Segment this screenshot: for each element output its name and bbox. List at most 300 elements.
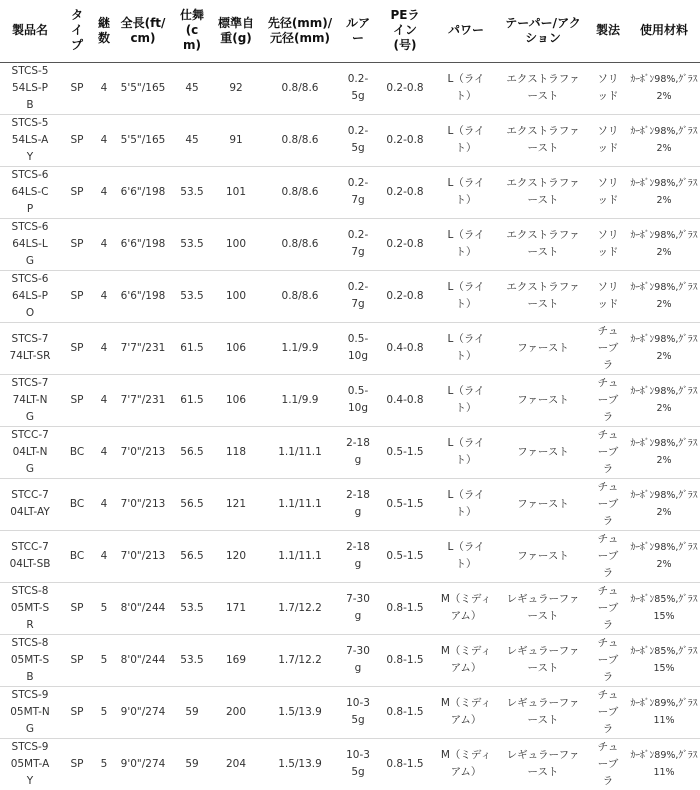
- cell-closed: [172, 166, 212, 218]
- cell-taper: [498, 218, 588, 270]
- cell-weight: [212, 478, 260, 530]
- cell-pieces-text: 4: [100, 445, 108, 458]
- cell-type: [60, 374, 94, 426]
- header-row: [0, 0, 700, 62]
- cell-lure: [340, 166, 376, 218]
- cell-taper: [498, 374, 588, 426]
- cell-lure-text: 2-18g: [346, 437, 370, 466]
- cell-name-text: STCC-704LT-SB: [9, 541, 51, 570]
- cell-pe-text: 0.5-1.5: [386, 445, 424, 458]
- cell-material-text: ｶｰﾎﾞﾝ98%,ｸﾞﾗｽ2%: [630, 334, 698, 362]
- cell-closed-text: 59: [185, 705, 199, 718]
- cell-pe-text: 0.4-0.8: [386, 341, 424, 354]
- cell-taper-text: エクストラファースト: [506, 125, 580, 154]
- cell-length: [114, 478, 172, 530]
- cell-lure: [340, 426, 376, 478]
- cell-pe: [376, 218, 434, 270]
- cell-method: [588, 166, 628, 218]
- cell-pe-text: 0.2-0.8: [386, 289, 424, 302]
- table-row: [0, 426, 700, 478]
- cell-material-text: ｶｰﾎﾞﾝ98%,ｸﾞﾗｽ2%: [630, 282, 698, 310]
- cell-power: [434, 62, 498, 114]
- cell-name-text: STCC-704LT-NG: [11, 428, 49, 475]
- cell-taper: [498, 114, 588, 166]
- cell-pe-text: 0.5-1.5: [386, 497, 424, 510]
- cell-type: [60, 478, 94, 530]
- cell-type: [60, 634, 94, 686]
- cell-type-text: BC: [69, 549, 85, 562]
- cell-lure: [340, 530, 376, 582]
- cell-method: [588, 218, 628, 270]
- cell-taper-text: ファースト: [517, 445, 569, 458]
- cell-material-text: ｶｰﾎﾞﾝ98%,ｸﾞﾗｽ2%: [630, 386, 698, 414]
- cell-name: [0, 634, 60, 686]
- cell-closed-text: 45: [185, 81, 199, 94]
- cell-pieces-text: 4: [100, 81, 108, 94]
- cell-tip-butt: [260, 738, 340, 790]
- cell-closed: [172, 374, 212, 426]
- cell-method: [588, 322, 628, 374]
- cell-name-text: STCS-664LS-CP: [11, 168, 49, 215]
- cell-name: [0, 62, 60, 114]
- cell-material-text: ｶｰﾎﾞﾝ85%,ｸﾞﾗｽ15%: [630, 646, 698, 674]
- cell-weight: [212, 582, 260, 634]
- table-row: [0, 634, 700, 686]
- cell-length: [114, 426, 172, 478]
- cell-pe-text: 0.2-0.8: [386, 185, 424, 198]
- cell-closed-text: 53.5: [180, 653, 204, 666]
- cell-pe: [376, 166, 434, 218]
- cell-lure-text: 0.2-5g: [347, 73, 369, 102]
- cell-tip-butt: [260, 270, 340, 322]
- cell-closed-text: 53.5: [180, 601, 204, 614]
- header-material: 使用材料: [628, 0, 700, 62]
- cell-lure-text: 7-30g: [346, 645, 370, 674]
- cell-method: [588, 582, 628, 634]
- cell-power-text: L（ライト）: [447, 333, 485, 362]
- cell-material: [628, 270, 700, 322]
- cell-weight: [212, 114, 260, 166]
- cell-type-text: BC: [69, 445, 85, 458]
- cell-name: [0, 166, 60, 218]
- header-pieces: 継数: [94, 0, 114, 62]
- header-lure: ルアー: [340, 0, 376, 62]
- cell-material-text: ｶｰﾎﾞﾝ89%,ｸﾞﾗｽ11%: [630, 698, 698, 726]
- cell-material-text: ｶｰﾎﾞﾝ98%,ｸﾞﾗｽ2%: [630, 230, 698, 258]
- cell-taper: [498, 478, 588, 530]
- cell-pieces: [94, 270, 114, 322]
- cell-weight-text: 120: [225, 549, 247, 562]
- cell-method-text: チューブラ: [597, 688, 619, 735]
- cell-method-text: チューブラ: [597, 324, 619, 371]
- cell-weight-text: 204: [225, 757, 247, 770]
- cell-method-text: ソリッド: [597, 229, 619, 258]
- cell-power: [434, 686, 498, 738]
- cell-method: [588, 374, 628, 426]
- table-row: [0, 478, 700, 530]
- cell-power-text: L（ライト）: [447, 385, 485, 414]
- cell-pieces-text: 4: [100, 185, 108, 198]
- cell-weight: [212, 62, 260, 114]
- cell-lure: [340, 478, 376, 530]
- cell-pieces-text: 4: [100, 341, 108, 354]
- cell-weight: [212, 322, 260, 374]
- cell-weight: [212, 166, 260, 218]
- cell-tip-butt-text: 1.1/11.1: [278, 497, 322, 510]
- cell-pieces-text: 5: [100, 653, 108, 666]
- cell-taper-text: エクストラファースト: [506, 281, 580, 310]
- cell-pe: [376, 530, 434, 582]
- cell-tip-butt: [260, 582, 340, 634]
- cell-closed: [172, 114, 212, 166]
- cell-power: [434, 738, 498, 790]
- cell-weight-text: 106: [225, 341, 247, 354]
- cell-taper: [498, 62, 588, 114]
- header-closed: 仕舞(cm): [172, 0, 212, 62]
- cell-length: [114, 114, 172, 166]
- cell-type: [60, 166, 94, 218]
- cell-power: [434, 478, 498, 530]
- table-row: [0, 322, 700, 374]
- cell-tip-butt: [260, 686, 340, 738]
- cell-power: [434, 218, 498, 270]
- cell-pe: [376, 478, 434, 530]
- cell-weight: [212, 270, 260, 322]
- cell-type: [60, 530, 94, 582]
- cell-closed: [172, 322, 212, 374]
- cell-length: [114, 686, 172, 738]
- cell-type-text: SP: [70, 705, 84, 718]
- cell-power-text: L（ライト）: [447, 489, 485, 518]
- cell-power-text: M（ミディアム）: [440, 645, 492, 674]
- cell-name: [0, 426, 60, 478]
- cell-pe: [376, 738, 434, 790]
- header-weight: 標準自重(g): [212, 0, 260, 62]
- cell-power: [434, 426, 498, 478]
- header-taper: テーパー/アクション: [498, 0, 588, 62]
- cell-tip-butt: [260, 634, 340, 686]
- cell-pieces: [94, 166, 114, 218]
- cell-pieces-text: 4: [100, 393, 108, 406]
- cell-pieces: [94, 582, 114, 634]
- cell-pieces: [94, 322, 114, 374]
- cell-type: [60, 62, 94, 114]
- cell-taper-text: エクストラファースト: [506, 73, 580, 102]
- cell-tip-butt: [260, 478, 340, 530]
- cell-taper-text: エクストラファースト: [506, 229, 580, 258]
- cell-length: [114, 634, 172, 686]
- cell-tip-butt-text: 1.1/11.1: [278, 445, 322, 458]
- cell-lure: [340, 738, 376, 790]
- cell-closed-text: 61.5: [180, 341, 204, 354]
- cell-name: [0, 686, 60, 738]
- cell-tip-butt: [260, 218, 340, 270]
- cell-closed: [172, 738, 212, 790]
- cell-closed: [172, 270, 212, 322]
- cell-lure: [340, 322, 376, 374]
- cell-lure-text: 2-18g: [346, 541, 370, 570]
- table-row: [0, 530, 700, 582]
- cell-power-text: M（ミディアム）: [440, 749, 492, 778]
- cell-type-text: BC: [69, 497, 85, 510]
- cell-pe-text: 0.4-0.8: [386, 393, 424, 406]
- cell-taper-text: レギュラーファースト: [506, 697, 580, 726]
- cell-type: [60, 114, 94, 166]
- cell-material: [628, 218, 700, 270]
- cell-power: [434, 582, 498, 634]
- table-row: [0, 114, 700, 166]
- cell-tip-butt-text: 1.1/9.9: [281, 341, 319, 354]
- cell-type: [60, 218, 94, 270]
- cell-length: [114, 270, 172, 322]
- cell-length-text: 6'6"/198: [120, 289, 166, 302]
- cell-lure-text: 7-30g: [346, 593, 370, 622]
- cell-pe-text: 0.8-1.5: [386, 653, 424, 666]
- cell-length: [114, 322, 172, 374]
- cell-lure-text: 10-35g: [346, 697, 370, 726]
- cell-pe: [376, 582, 434, 634]
- cell-lure: [340, 218, 376, 270]
- cell-name: [0, 582, 60, 634]
- cell-pieces-text: 4: [100, 289, 108, 302]
- cell-tip-butt: [260, 530, 340, 582]
- cell-length-text: 6'6"/198: [120, 185, 166, 198]
- cell-name: [0, 738, 60, 790]
- cell-pieces-text: 5: [100, 705, 108, 718]
- cell-tip-butt-text: 1.1/9.9: [281, 393, 319, 406]
- cell-pe: [376, 374, 434, 426]
- cell-material: [628, 582, 700, 634]
- cell-power-text: L（ライト）: [447, 125, 485, 154]
- cell-pieces-text: 5: [100, 601, 108, 614]
- cell-type: [60, 582, 94, 634]
- cell-pe: [376, 270, 434, 322]
- cell-taper-text: ファースト: [517, 393, 569, 406]
- cell-tip-butt: [260, 426, 340, 478]
- cell-name-text: STCC-704LT-AY: [10, 489, 50, 518]
- cell-power-text: M（ミディアム）: [440, 593, 492, 622]
- cell-taper-text: エクストラファースト: [506, 177, 580, 206]
- cell-taper: [498, 322, 588, 374]
- cell-material-text: ｶｰﾎﾞﾝ98%,ｸﾞﾗｽ2%: [630, 74, 698, 102]
- cell-length-text: 6'6"/198: [120, 237, 166, 250]
- cell-length: [114, 582, 172, 634]
- cell-lure-text: 0.2-7g: [347, 281, 369, 310]
- cell-taper: [498, 738, 588, 790]
- cell-power-text: L（ライト）: [447, 437, 485, 466]
- cell-material-text: ｶｰﾎﾞﾝ98%,ｸﾞﾗｽ2%: [630, 126, 698, 154]
- cell-power-text: M（ミディアム）: [440, 697, 492, 726]
- cell-weight-text: 118: [225, 445, 247, 458]
- cell-closed-text: 53.5: [180, 237, 204, 250]
- cell-weight: [212, 634, 260, 686]
- cell-name: [0, 270, 60, 322]
- cell-pe-text: 0.2-0.8: [386, 237, 424, 250]
- cell-pieces: [94, 114, 114, 166]
- header-pe: PEライン(号): [376, 0, 434, 62]
- cell-lure-text: 2-18g: [346, 489, 370, 518]
- cell-method: [588, 62, 628, 114]
- cell-length: [114, 166, 172, 218]
- cell-taper-text: ファースト: [517, 549, 569, 562]
- cell-type-text: SP: [70, 133, 84, 146]
- cell-taper: [498, 634, 588, 686]
- cell-weight-text: 91: [229, 133, 243, 146]
- cell-pe: [376, 62, 434, 114]
- cell-type: [60, 738, 94, 790]
- cell-name-text: STCS-664LS-PO: [11, 272, 49, 319]
- cell-length-text: 7'0"/213: [120, 549, 166, 562]
- cell-tip-butt-text: 0.8/8.6: [281, 81, 319, 94]
- cell-closed-text: 56.5: [180, 497, 204, 510]
- cell-material: [628, 530, 700, 582]
- cell-type-text: SP: [70, 237, 84, 250]
- cell-tip-butt-text: 0.8/8.6: [281, 133, 319, 146]
- cell-taper: [498, 270, 588, 322]
- cell-material-text: ｶｰﾎﾞﾝ98%,ｸﾞﾗｽ2%: [630, 438, 698, 466]
- cell-power-text: L（ライト）: [447, 177, 485, 206]
- cell-name: [0, 478, 60, 530]
- cell-type-text: SP: [70, 653, 84, 666]
- cell-length: [114, 218, 172, 270]
- cell-lure: [340, 582, 376, 634]
- cell-method-text: ソリッド: [597, 125, 619, 154]
- cell-type: [60, 270, 94, 322]
- cell-lure: [340, 374, 376, 426]
- cell-tip-butt-text: 0.8/8.6: [281, 185, 319, 198]
- cell-taper: [498, 582, 588, 634]
- cell-name-text: STCS-774LT-NG: [11, 376, 49, 423]
- cell-pieces: [94, 426, 114, 478]
- cell-closed: [172, 478, 212, 530]
- cell-material: [628, 478, 700, 530]
- cell-taper-text: ファースト: [517, 341, 569, 354]
- table-row: [0, 582, 700, 634]
- cell-method: [588, 634, 628, 686]
- cell-type: [60, 426, 94, 478]
- cell-material: [628, 62, 700, 114]
- cell-name-text: STCS-774LT-SR: [9, 333, 51, 362]
- cell-material: [628, 738, 700, 790]
- table-row: [0, 62, 700, 114]
- cell-length-text: 5'5"/165: [120, 133, 166, 146]
- cell-power-text: L（ライト）: [447, 281, 485, 310]
- cell-closed: [172, 426, 212, 478]
- cell-closed-text: 53.5: [180, 289, 204, 302]
- cell-weight: [212, 374, 260, 426]
- cell-power-text: L（ライト）: [447, 229, 485, 258]
- cell-weight-text: 101: [225, 185, 247, 198]
- cell-pe: [376, 114, 434, 166]
- cell-material: [628, 374, 700, 426]
- cell-length-text: 8'0"/244: [120, 653, 166, 666]
- cell-pe: [376, 686, 434, 738]
- cell-pe-text: 0.8-1.5: [386, 601, 424, 614]
- cell-taper-text: ファースト: [517, 497, 569, 510]
- cell-taper: [498, 426, 588, 478]
- cell-weight: [212, 738, 260, 790]
- cell-method-text: チューブラ: [597, 532, 619, 579]
- cell-length: [114, 738, 172, 790]
- cell-name: [0, 374, 60, 426]
- cell-method: [588, 426, 628, 478]
- cell-name: [0, 322, 60, 374]
- cell-tip-butt: [260, 166, 340, 218]
- cell-weight-text: 92: [229, 81, 243, 94]
- cell-material: [628, 634, 700, 686]
- cell-material: [628, 426, 700, 478]
- cell-material: [628, 322, 700, 374]
- header-tip-butt: 先径(mm)/元径(mm): [260, 0, 340, 62]
- table-row: [0, 166, 700, 218]
- cell-pe: [376, 322, 434, 374]
- cell-pe: [376, 634, 434, 686]
- cell-power: [434, 374, 498, 426]
- cell-power: [434, 530, 498, 582]
- cell-pe-text: 0.8-1.5: [386, 705, 424, 718]
- cell-name: [0, 114, 60, 166]
- cell-lure: [340, 62, 376, 114]
- cell-type-text: SP: [70, 393, 84, 406]
- cell-length-text: 7'7"/231: [120, 341, 166, 354]
- table-row: [0, 270, 700, 322]
- cell-closed-text: 45: [185, 133, 199, 146]
- cell-type: [60, 322, 94, 374]
- cell-closed-text: 59: [185, 757, 199, 770]
- table-row: [0, 738, 700, 790]
- cell-method: [588, 114, 628, 166]
- cell-method: [588, 478, 628, 530]
- cell-material: [628, 114, 700, 166]
- cell-length-text: 5'5"/165: [120, 81, 166, 94]
- cell-method: [588, 530, 628, 582]
- cell-length: [114, 530, 172, 582]
- cell-lure-text: 0.2-5g: [347, 125, 369, 154]
- cell-method-text: ソリッド: [597, 73, 619, 102]
- cell-type-text: SP: [70, 341, 84, 354]
- cell-pieces: [94, 530, 114, 582]
- cell-method: [588, 686, 628, 738]
- cell-weight-text: 171: [225, 601, 247, 614]
- cell-weight: [212, 426, 260, 478]
- cell-length: [114, 374, 172, 426]
- header-power: パワー: [434, 0, 498, 62]
- cell-power-text: L（ライト）: [447, 541, 485, 570]
- header-name: 製品名: [0, 0, 60, 62]
- cell-power: [434, 634, 498, 686]
- cell-name-text: STCS-905MT-NG: [10, 688, 50, 735]
- cell-length-text: 7'0"/213: [120, 445, 166, 458]
- cell-lure: [340, 634, 376, 686]
- cell-method-text: ソリッド: [597, 177, 619, 206]
- cell-tip-butt-text: 1.7/12.2: [278, 601, 322, 614]
- cell-closed: [172, 530, 212, 582]
- cell-weight-text: 106: [225, 393, 247, 406]
- cell-name-text: STCS-554LS-AY: [11, 116, 49, 163]
- cell-pe-text: 0.2-0.8: [386, 81, 424, 94]
- cell-name-text: STCS-905MT-AY: [10, 740, 50, 787]
- cell-lure-text: 10-35g: [346, 749, 370, 778]
- cell-power: [434, 166, 498, 218]
- cell-pieces-text: 4: [100, 497, 108, 510]
- table-row: [0, 686, 700, 738]
- cell-method-text: ソリッド: [597, 281, 619, 310]
- cell-closed-text: 61.5: [180, 393, 204, 406]
- cell-tip-butt-text: 1.7/12.2: [278, 653, 322, 666]
- cell-tip-butt-text: 1.5/13.9: [278, 705, 322, 718]
- cell-tip-butt-text: 0.8/8.6: [281, 237, 319, 250]
- cell-method-text: チューブラ: [597, 428, 619, 475]
